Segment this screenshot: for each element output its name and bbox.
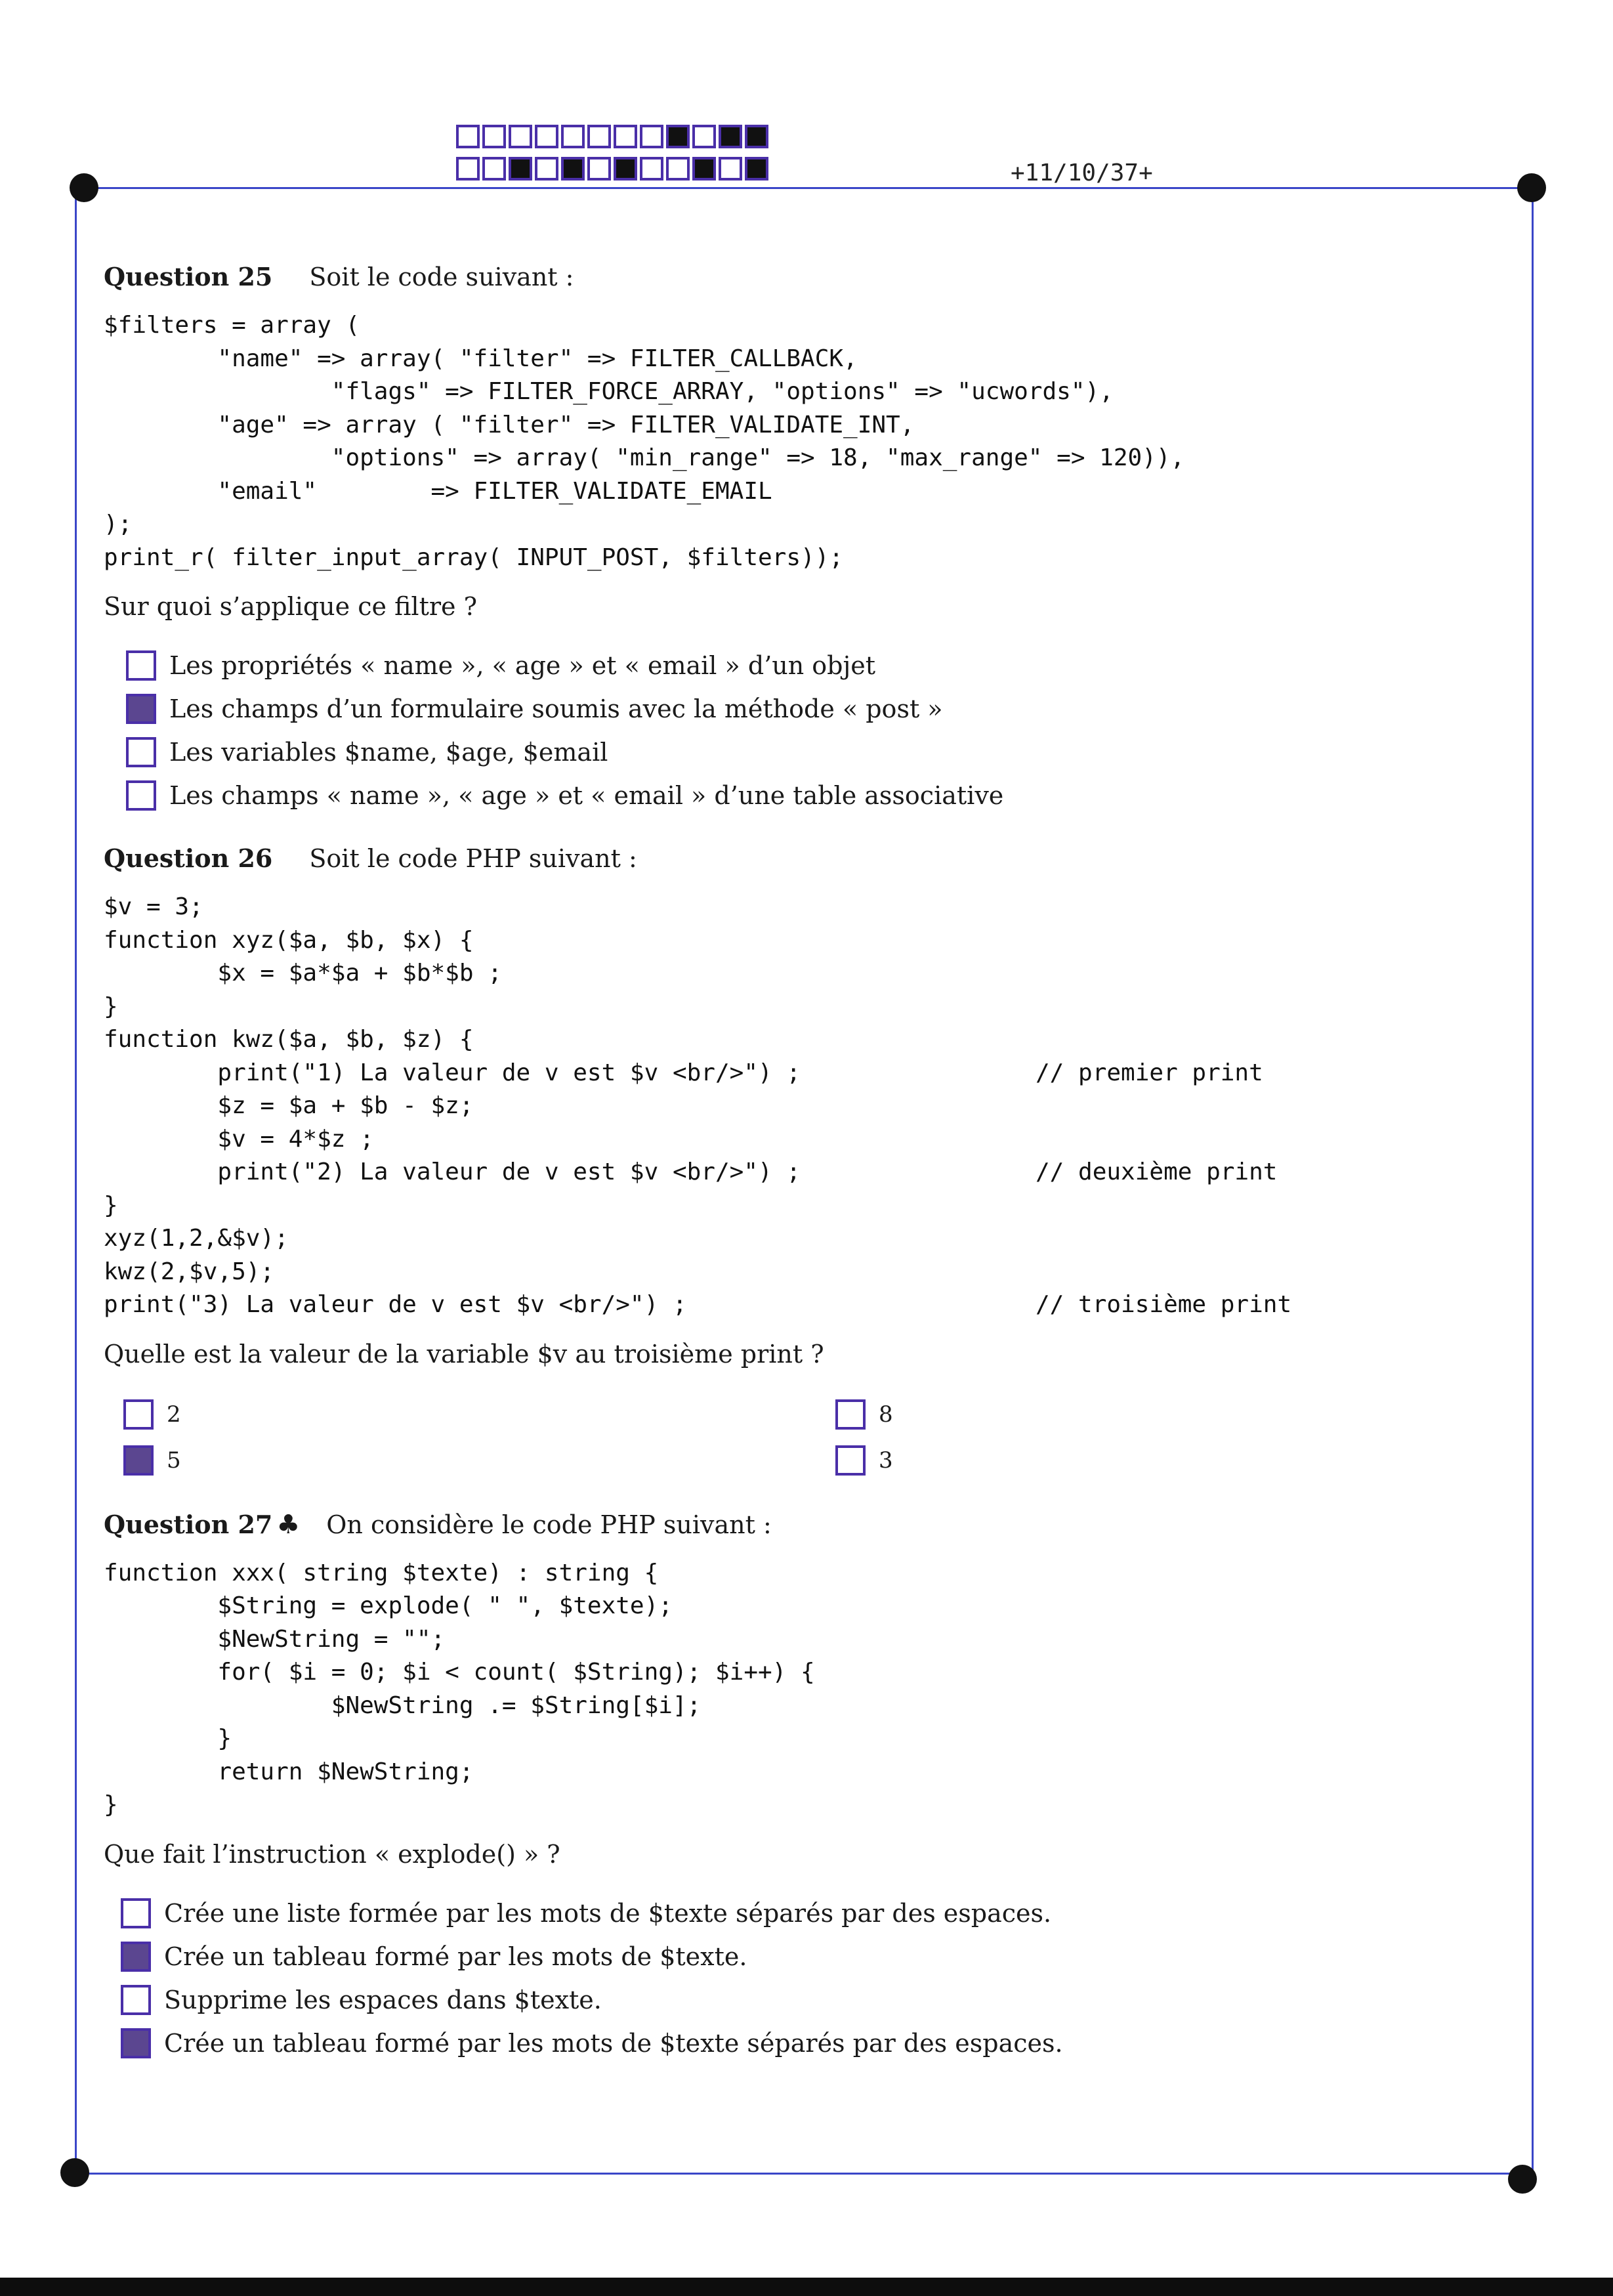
answer-option[interactable] [126,687,1534,731]
question-number: Question 26 [104,843,273,873]
corner-mark-top-right [1517,173,1546,202]
question-intro: On considère le code PHP suivant : [326,1510,772,1539]
frame-left-line [75,187,77,2173]
barcode-cell [692,125,716,148]
code-comment: // troisième print [1036,1291,1292,1318]
barcode-cell [587,157,611,181]
barcode-cell [509,157,532,181]
code-line: $x = $a*$a + $b*$b ; [104,960,502,987]
barcode-cell [614,157,637,181]
code-line: function kwz($a, $b, $z) { [104,1026,474,1053]
answer-checkbox[interactable] [835,1399,866,1430]
corner-mark-top-left [70,173,98,202]
answer-checkbox[interactable] [126,694,156,724]
answer-option[interactable] [123,1392,835,1437]
barcode-cell [719,125,742,148]
answer-label: Les champs « name », « age » et « email » d’une table associative [169,781,1004,810]
code-line: print("2) La valeur de v est $v <br/>") ; // deuxième print [104,1159,801,1185]
answer-option[interactable] [126,774,1534,817]
question-intro: Soit le code suivant : [309,263,574,291]
code-block [104,891,1534,1322]
code-block: function xxx( string $texte) : string { $String = explode( " ", $texte); $NewString = ""; for( $i = 0; $i < count( $String); $i++) { $NewString .= $String[$i]; } return $NewString; } [104,1559,815,1818]
question-prompt: Sur quoi s’applique ce filtre ? [104,592,477,621]
answer-option[interactable] [121,1978,1534,2022]
answer-options [126,644,1534,817]
code-line: $z = $a + $b - $z; [104,1092,474,1119]
scan-edge [0,2278,1613,2296]
answer-option[interactable] [121,1935,1534,1978]
question-header [104,259,1534,295]
answer-option[interactable] [126,644,1534,687]
answer-checkbox[interactable] [123,1399,154,1430]
code-comment: // premier print [1036,1059,1263,1086]
question-header [104,1507,1534,1542]
answer-label: 8 [879,1401,893,1428]
barcode-cell [561,157,585,181]
answer-checkbox[interactable] [123,1445,154,1476]
answer-label: 3 [879,1447,893,1474]
barcode-cell [482,157,506,181]
answer-checkbox[interactable] [121,1985,151,2015]
barcode-cell [535,125,558,148]
answer-option[interactable] [121,1892,1534,1935]
barcode-cell [482,125,506,148]
code-comment: // deuxième print [1036,1159,1278,1185]
question-prompt: Que fait l’instruction « explode() » ? [104,1839,560,1869]
barcode-cell [561,125,585,148]
question-header [104,841,1534,876]
question-number: Question 25 [104,262,273,291]
question-prompt: Quelle est la valeur de la variable $v au troisième print ? [104,1339,824,1369]
barcode-cell [587,125,611,148]
answer-checkbox[interactable] [126,780,156,811]
question-number: Question 27 [104,1509,273,1539]
answer-label: 5 [167,1447,181,1474]
answer-label: 2 [167,1401,181,1428]
code-line: kwz(2,$v,5); [104,1258,275,1285]
answer-checkbox[interactable] [121,1942,151,1972]
barcode-cell [640,125,663,148]
page-content [104,259,1534,2089]
barcode-cell [535,157,558,181]
question-26 [104,841,1534,1483]
barcode-row-2 [456,157,771,181]
barcode-row-1 [456,125,771,148]
barcode-cell [509,125,532,148]
answer-label: Supprime les espaces dans $texte. [164,1985,602,2014]
barcode-cell [456,125,480,148]
answer-checkbox[interactable] [126,650,156,681]
answer-option[interactable] [835,1392,1163,1437]
code-line: function xyz($a, $b, $x) { [104,926,474,954]
barcode-cell [456,157,480,181]
question-25 [104,259,1534,817]
club-icon: ♣ [276,1509,301,1540]
page-id: +11/10/37+ [1011,159,1153,186]
barcode-cell [692,157,716,181]
code-line: } [104,992,118,1020]
question-intro: Soit le code PHP suivant : [309,844,637,873]
answer-checkbox[interactable] [121,2028,151,2058]
answer-label: Les variables $name, $age, $email [169,738,608,767]
answer-checkbox[interactable] [121,1898,151,1928]
answer-label: Les champs d’un formulaire soumis avec la méthode « post » [169,694,943,723]
code-line: xyz(1,2,&$v); [104,1225,289,1252]
code-line: print("1) La valeur de v est $v <br/>") ; // premier print [104,1059,801,1086]
question-27 [104,1507,1534,2065]
barcode-cell [666,157,690,181]
code-line: print("3) La valeur de v est $v <br/>") ; // troisième print [104,1291,687,1318]
barcode-cell [745,157,768,181]
barcode-cell [719,157,742,181]
frame-bottom-line [73,2173,1524,2175]
answer-options [121,1892,1534,2065]
corner-mark-bottom-left [60,2158,89,2187]
code-line: $v = 4*$z ; [104,1125,374,1153]
barcode-cell [745,125,768,148]
answer-label: Crée un tableau formé par les mots de $texte séparés par des espaces. [164,2028,1063,2058]
barcode-cell [614,125,637,148]
barcode-cell [666,125,690,148]
code-block: $filters = array ( "name" => array( "filter" => FILTER_CALLBACK, "flags" => FILTER_FORCE_ARRAY, "options" => "ucwords"), "age" => array ( "filter" => FILTER_VALIDATE_INT, "options" => array( "min_range" => 18, "max_range" => 120)), "email" => FILTER_VALIDATE_EMAIL ); print_r( filter_input_array( INPUT_POST, $filters)); [104,312,1185,571]
answer-option[interactable] [121,2022,1534,2065]
answer-options [123,1392,1534,1483]
answer-label: Crée une liste formée par les mots de $texte séparés par des espaces. [164,1898,1052,1928]
corner-mark-bottom-right [1508,2165,1537,2194]
answer-label: Crée un tableau formé par les mots de $texte. [164,1942,747,1971]
answer-option[interactable] [126,731,1534,774]
answer-label: Les propriétés « name », « age » et « email » d’un objet [169,651,876,680]
answer-checkbox[interactable] [126,737,156,767]
frame-top-line [84,187,1532,189]
code-line: } [104,1191,118,1219]
answer-option[interactable] [123,1437,835,1483]
answer-checkbox[interactable] [835,1445,866,1476]
answer-option[interactable] [835,1437,1163,1483]
code-line: $v = 3; [104,893,203,920]
barcode-cell [640,157,663,181]
